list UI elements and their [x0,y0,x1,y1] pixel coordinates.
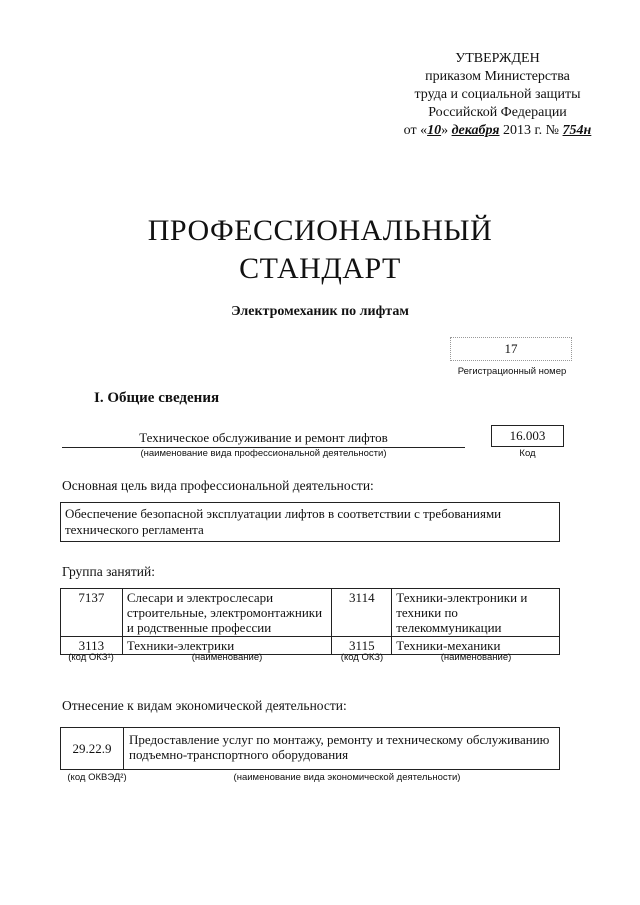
activity-code-caption: Код [519,448,536,459]
approval-title: УТВЕРЖДЕН [455,51,540,66]
okz-code: 7137 [61,589,123,637]
activity-kind-value: Техническое обслуживание и ремонт лифтов [62,430,465,448]
activity-code-box: 16.003 [491,425,564,447]
okz-name-caption: (наименование) [191,652,263,663]
approval-line-2: приказом Министерства [425,69,570,84]
occupations-table [60,588,560,655]
date-mid: » [441,123,449,138]
document-title-line-2: СТАНДАРТ [239,252,401,285]
economic-activity-label: Отнесение к видам экономической деятельности: [62,698,347,713]
profession-name: Электромеханик по лифтам [231,304,409,319]
approval-date-line [380,122,615,140]
occupations-label: Группа занятий: [62,564,155,579]
okz-name: Слесари и электрослесари строительные, электромонтажники и родственные профессии [122,589,332,637]
okz-name: Техники-механики [392,637,560,655]
approval-line-4: Российской Федерации [428,105,567,120]
okz-name: Техники-электрики [122,637,332,655]
date-prefix: от « [403,123,428,138]
section-heading: I. Общие сведения [94,390,220,406]
handwritten-day: 10 [427,123,442,138]
approval-block [380,50,615,140]
okved-code-caption: (код ОКВЭД²) [67,772,127,783]
year-text: 2013 г. № [503,123,560,138]
registration-number-label: Регистрационный номер [457,366,567,377]
okz-code: 3114 [332,589,392,637]
okved-box [60,727,560,770]
okz-code: 3113 [61,637,123,655]
handwritten-order-number: 754н [562,123,592,138]
okz-name-caption: (наименование) [440,652,512,663]
purpose-text-box: Обеспечение безопасной эксплуатации лифтов в соответствии с требованиями технического регламента [60,502,560,542]
okved-code: 29.22.9 [61,728,124,769]
okz-code: 3115 [332,637,392,655]
handwritten-month: декабря [451,123,500,138]
approval-line-3: труда и социальной защиты [414,87,581,102]
activity-kind-caption: (наименование вида профессиональной деятельности) [140,448,387,459]
table-row [61,589,560,637]
registration-number-box: 17 [450,337,572,361]
document-title-line-1: ПРОФЕССИОНАЛЬНЫЙ [147,214,493,247]
okved-name: Предоставление услуг по монтажу, ремонту и техническому обслуживанию подъемно-транспортного оборудования [129,732,550,762]
purpose-label: Основная цель вида профессиональной деятельности: [62,478,374,493]
okz-code-caption: (код ОКЗ¹) [68,652,114,663]
okved-name-caption: (наименование вида экономической деятельности) [233,772,461,783]
okz-code-caption: (код ОКЗ) [340,652,384,663]
okz-name: Техники-электроники и техники по телекоммуникации [392,589,560,637]
